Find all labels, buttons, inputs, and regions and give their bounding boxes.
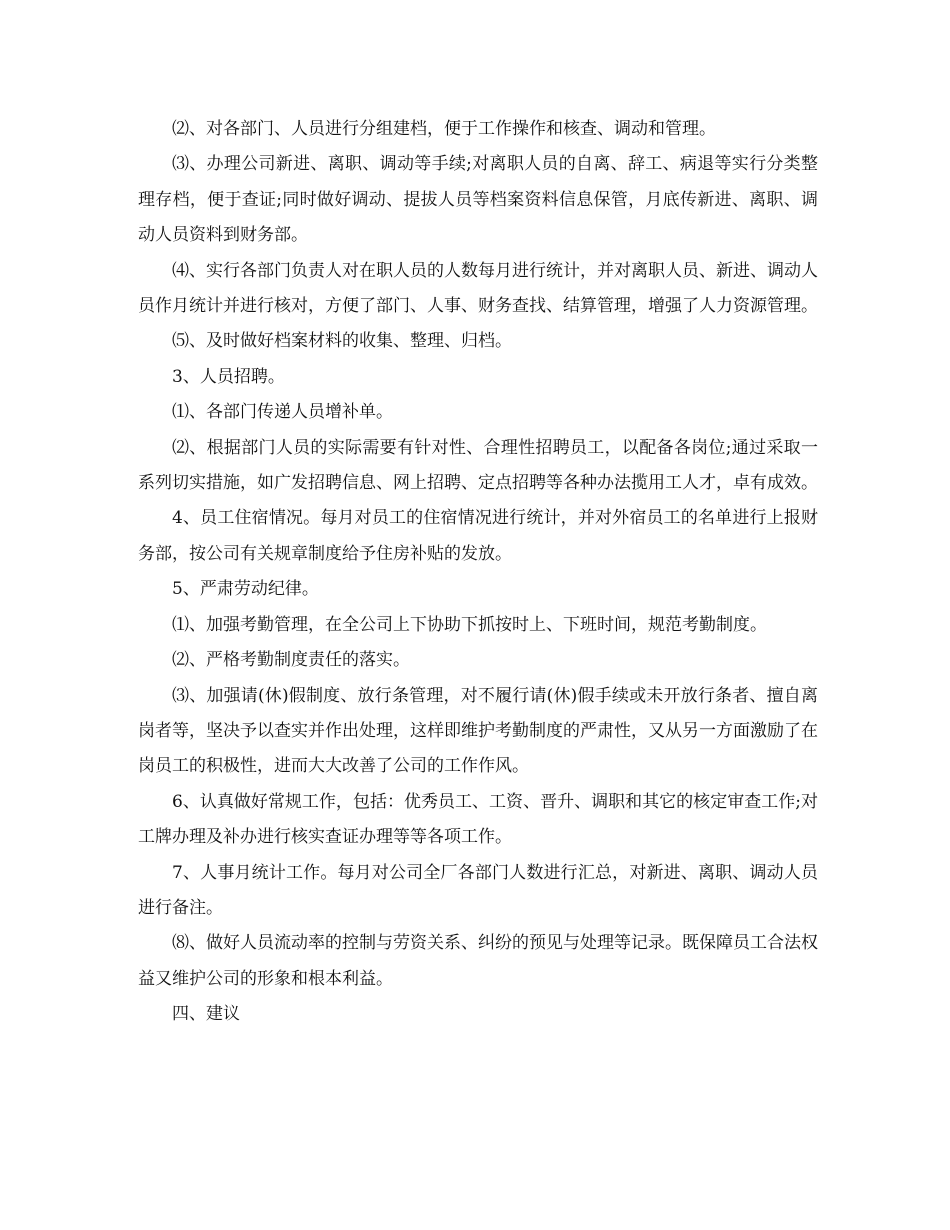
paragraph-8: 4、员工住宿情况。每月对员工的住宿情况进行统计，并对外宿员工的名单进行上报财务部，按公司有关规章制度给予住房补贴的发放。 bbox=[138, 508, 818, 564]
paragraph-3: ⑷、实行各部门负责人对在职人员的人数每月进行统计，并对离职人员、新进、调动人员作月统计并进行核对，方便了部门、人事、财务查找、结算管理，增强了人力资源管理。 bbox=[138, 260, 818, 317]
section-heading-recruitment: 3、人员招聘。 bbox=[172, 366, 285, 387]
section-heading-suggestions: 四、建议 bbox=[172, 1004, 240, 1025]
document-body bbox=[138, 112, 818, 1033]
paragraph-10: ⑴、加强考勤管理，在全公司上下协助下抓按时上、下班时间，规范考勤制度。 bbox=[172, 614, 767, 635]
paragraph-2: ⑶、办理公司新进、离职、调动等手续;对离职人员的自离、辞工、病退等实行分类整理存档，便于查证;同时做好调动、提拔人员等档案资料信息保管，月底传新进、离职、调动人员资料到财务部。 bbox=[138, 154, 818, 246]
section-heading-discipline: 5、严肃劳动纪律。 bbox=[172, 579, 319, 600]
paragraph-12: ⑶、加强请(休)假制度、放行条管理，对不履行请(休)假手续或未开放行条者、擅自离岗者等，坚决予以查实并作出处理，这样即维护考勤制度的严肃性，又从另一方面激励了在岗员工的积极性，进而大大改善了公司的工作作风。 bbox=[138, 685, 818, 777]
paragraph-14: 7、人事月统计工作。每月对公司全厂各部门人数进行汇总，对新进、离职、调动人员进行备注。 bbox=[138, 862, 818, 918]
paragraph-1: ⑵、对各部门、人员进行分组建档，便于工作操作和核查、调动和管理。 bbox=[172, 119, 716, 139]
paragraph-15: ⑻、做好人员流动率的控制与劳资关系、纠纷的预见与处理等记录。既保障员工合法权益又维护公司的形象和根本利益。 bbox=[138, 933, 818, 989]
paragraph-13: 6、认真做好常规工作，包括：优秀员工、工资、晋升、调职和其它的核定审查工作;对工牌办理及补办进行核实查证办理等等各项工作。 bbox=[138, 791, 818, 848]
paragraph-7: ⑵、根据部门人员的实际需要有针对性、合理性招聘员工，以配备各岗位;通过采取一系列切实措施，如广发招聘信息、网上招聘、定点招聘等各种办法揽用工人才，卓有成效。 bbox=[138, 437, 818, 494]
paragraph-11: ⑵、严格考勤制度责任的落实。 bbox=[172, 650, 410, 671]
paragraph-6: ⑴、各部门传递人员增补单。 bbox=[172, 402, 393, 423]
paragraph-4: ⑸、及时做好档案材料的收集、整理、归档。 bbox=[172, 331, 512, 352]
